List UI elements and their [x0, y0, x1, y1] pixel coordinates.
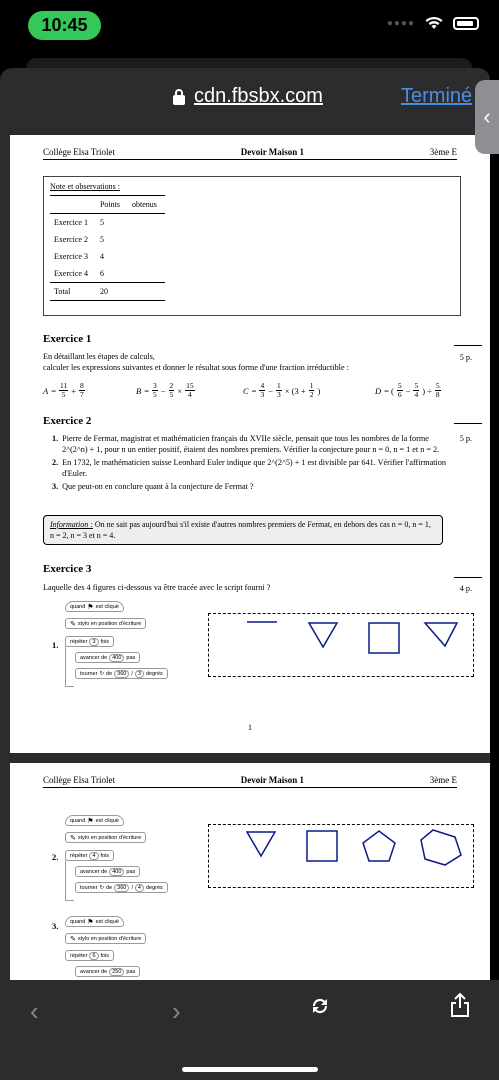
ex3-points: 4 p. — [459, 584, 472, 593]
block-when-flag: quand ⚑ est cliqué — [65, 916, 124, 927]
bottom-toolbar — [0, 980, 499, 1080]
figure-square — [369, 623, 399, 653]
ex2-q2: En 1732, le mathématicien suisse Leonhard Euler indique que 2^(2^5) + 1 est divisible par 641. Vérifier l'affirmation d'Euler. — [62, 458, 446, 478]
class-name: 3ème E — [429, 775, 457, 785]
repeat-bracket — [65, 860, 74, 901]
block-pen-down: ✎ stylo en position d'écriture — [65, 933, 146, 944]
formula-b: B = $\frac{3}{5}$ − $\frac{2}{5}$ × $\frac{15}{4}$ — [136, 381, 194, 399]
school-name: Collège Elsa Triolet — [43, 775, 115, 785]
ex2-questions: 1. Pierre de Fermat, magistrat et mathématicien français du XVIIe siècle, pensait que tous les nombres de la forme 2^(2^n) + 1, pour n un entier positif, étaient des nombres premiers. Vérifier la conjecture pour n = 0, n = 1 et n = 2. 2. En 1732, le mathématicien suisse Leonhard Euler indique que 2^(2^5) + 1 est divisible par 641. Vérifier l'affirmation d'Euler. 3. Que peut-on en conclure quant à la conjecture de Fermat ? — [52, 434, 446, 491]
block-move: avancer de 250 pas — [75, 966, 140, 977]
lock-icon — [172, 88, 186, 105]
done-button[interactable]: Terminé — [401, 85, 473, 107]
script-2-number: 2. — [52, 852, 59, 862]
figures-frame-2 — [208, 824, 474, 888]
doc-title: Devoir Maison 1 — [240, 775, 305, 785]
script-3-number: 3. — [52, 921, 59, 931]
notes-title: Note et observations : — [50, 182, 120, 191]
grade-label: Exercice 3 — [54, 252, 88, 261]
ex1-points: 5 p. — [459, 353, 472, 362]
score-blank — [454, 577, 482, 578]
grade-label: Exercice 2 — [54, 235, 88, 244]
figure-triangle — [247, 832, 275, 856]
ex1-title: Exercice 1 — [43, 333, 92, 345]
figure-hexagon — [421, 830, 461, 865]
grades-box — [43, 176, 461, 316]
ex3-text: Laquelle des 4 figures ci-dessous va être tracée avec le script fourni ? — [43, 583, 271, 592]
home-indicator — [182, 1067, 318, 1072]
block-pen-down: ✎ stylo en position d'écriture — [65, 832, 146, 843]
info-label: Information : — [50, 520, 93, 529]
school-name: Collège Elsa Triolet — [43, 147, 115, 157]
pdf-page-2 — [10, 763, 490, 980]
block-move: avancer de 400 pas — [75, 652, 140, 663]
wifi-icon — [425, 16, 443, 30]
ex1-line2: calculer les expressions suivantes et donner le résultat sous forme d'une fraction irréductible : — [43, 363, 349, 372]
figures-set-2 — [209, 825, 473, 887]
script-1-number: 1. — [52, 640, 59, 650]
block-pen-down: ✎ stylo en position d'écriture — [65, 618, 146, 629]
info-box — [43, 515, 443, 545]
col-obtained: obtenus — [132, 200, 157, 209]
grade-points: 5 — [99, 235, 104, 244]
info-text: On ne sait pas aujourd'hui s'il existe d'autres nombres premiers de Fermat, en dehors des cas n = 0, n = 1, n = 2, n = 3 et n = 4. — [50, 520, 431, 540]
figure-rotated-triangle — [425, 623, 457, 646]
figure-triangle — [309, 623, 337, 647]
block-turn: tourner ↻ de 360 / 4 degrés — [75, 882, 168, 893]
formula-c: C = $\frac{4}{3}$ − $\frac{1}{3}$ × (3 + $\frac{1}{2}$ ) — [243, 381, 321, 399]
formula-a: A = $\frac{11}{5}$ + $\frac{8}{7}$ — [43, 381, 84, 399]
ex2-q3: Que peut-on en conclure quant à la conjecture de Fermat ? — [62, 482, 254, 491]
repeat-bracket — [65, 646, 74, 687]
reload-icon[interactable] — [308, 994, 332, 1018]
figure-pentagon — [363, 831, 395, 861]
ex1-text — [43, 351, 443, 373]
page-header — [43, 775, 457, 788]
grades-table — [50, 195, 165, 301]
score-blank — [454, 345, 482, 346]
doc-title: Devoir Maison 1 — [240, 147, 305, 157]
block-repeat: répéter 6 fois — [65, 950, 114, 961]
ex3-title: Exercice 3 — [43, 563, 92, 575]
page-number: 1 — [248, 723, 252, 732]
total-label: Total — [54, 287, 71, 296]
block-repeat: répéter 3 fois — [65, 636, 114, 647]
block-when-flag: quand ⚑ est cliqué — [65, 815, 124, 826]
block-repeat: répéter 4 fois — [65, 850, 114, 861]
browser-sheet — [0, 68, 490, 1080]
score-blank — [454, 423, 482, 424]
block-turn: tourner ↻ de 360 / 3 degrés — [75, 668, 168, 679]
battery-icon — [453, 17, 479, 30]
col-points: Points — [99, 200, 120, 209]
block-move: avancer de 400 pas — [75, 866, 140, 877]
figures-frame-1 — [208, 613, 474, 677]
grade-points: 6 — [99, 269, 104, 278]
url-text: cdn.fbsbx.com — [194, 85, 323, 107]
total-points: 20 — [99, 287, 108, 296]
url-bar — [0, 68, 490, 132]
side-handle-chevron-left-icon[interactable]: ‹ — [475, 80, 499, 154]
share-icon[interactable] — [450, 992, 470, 1018]
grade-label: Exercice 1 — [54, 218, 88, 227]
forward-icon[interactable]: › — [172, 996, 181, 1026]
ex1-line1: En détaillant les étapes de calculs, — [43, 352, 155, 361]
formula-d: D = ( $\frac{5}{6}$ − $\frac{5}{4}$ ) ÷ $\frac{5}{8}$ — [375, 381, 440, 399]
signal-icon: ●●●● — [386, 17, 415, 29]
status-bar — [0, 0, 499, 52]
ex2-q1: Pierre de Fermat, magistrat et mathématicien français du XVIIe siècle, pensait que tous les nombres de la forme 2^(2^n) + 1, pour n un entier positif, étaient des nombres premiers. Vérifier la conjecture pour n = 0, n = 1 et n = 2. — [62, 434, 440, 454]
status-icons — [387, 16, 479, 30]
grade-points: 5 — [99, 218, 104, 227]
grade-points: 4 — [99, 252, 104, 261]
ex2-title: Exercice 2 — [43, 415, 92, 427]
time-pill[interactable]: 10:45 — [28, 11, 101, 40]
class-name: 3ème E — [429, 147, 457, 157]
figures-set-1 — [209, 614, 473, 676]
back-icon[interactable]: ‹ — [30, 996, 39, 1026]
url-link[interactable] — [172, 85, 323, 108]
page-header — [43, 147, 457, 160]
block-when-flag: quand ⚑ est cliqué — [65, 601, 124, 612]
grade-label: Exercice 4 — [54, 269, 88, 278]
pdf-page-1 — [10, 135, 490, 753]
ex2-points: 5 p. — [459, 434, 472, 443]
figure-square — [307, 831, 337, 861]
